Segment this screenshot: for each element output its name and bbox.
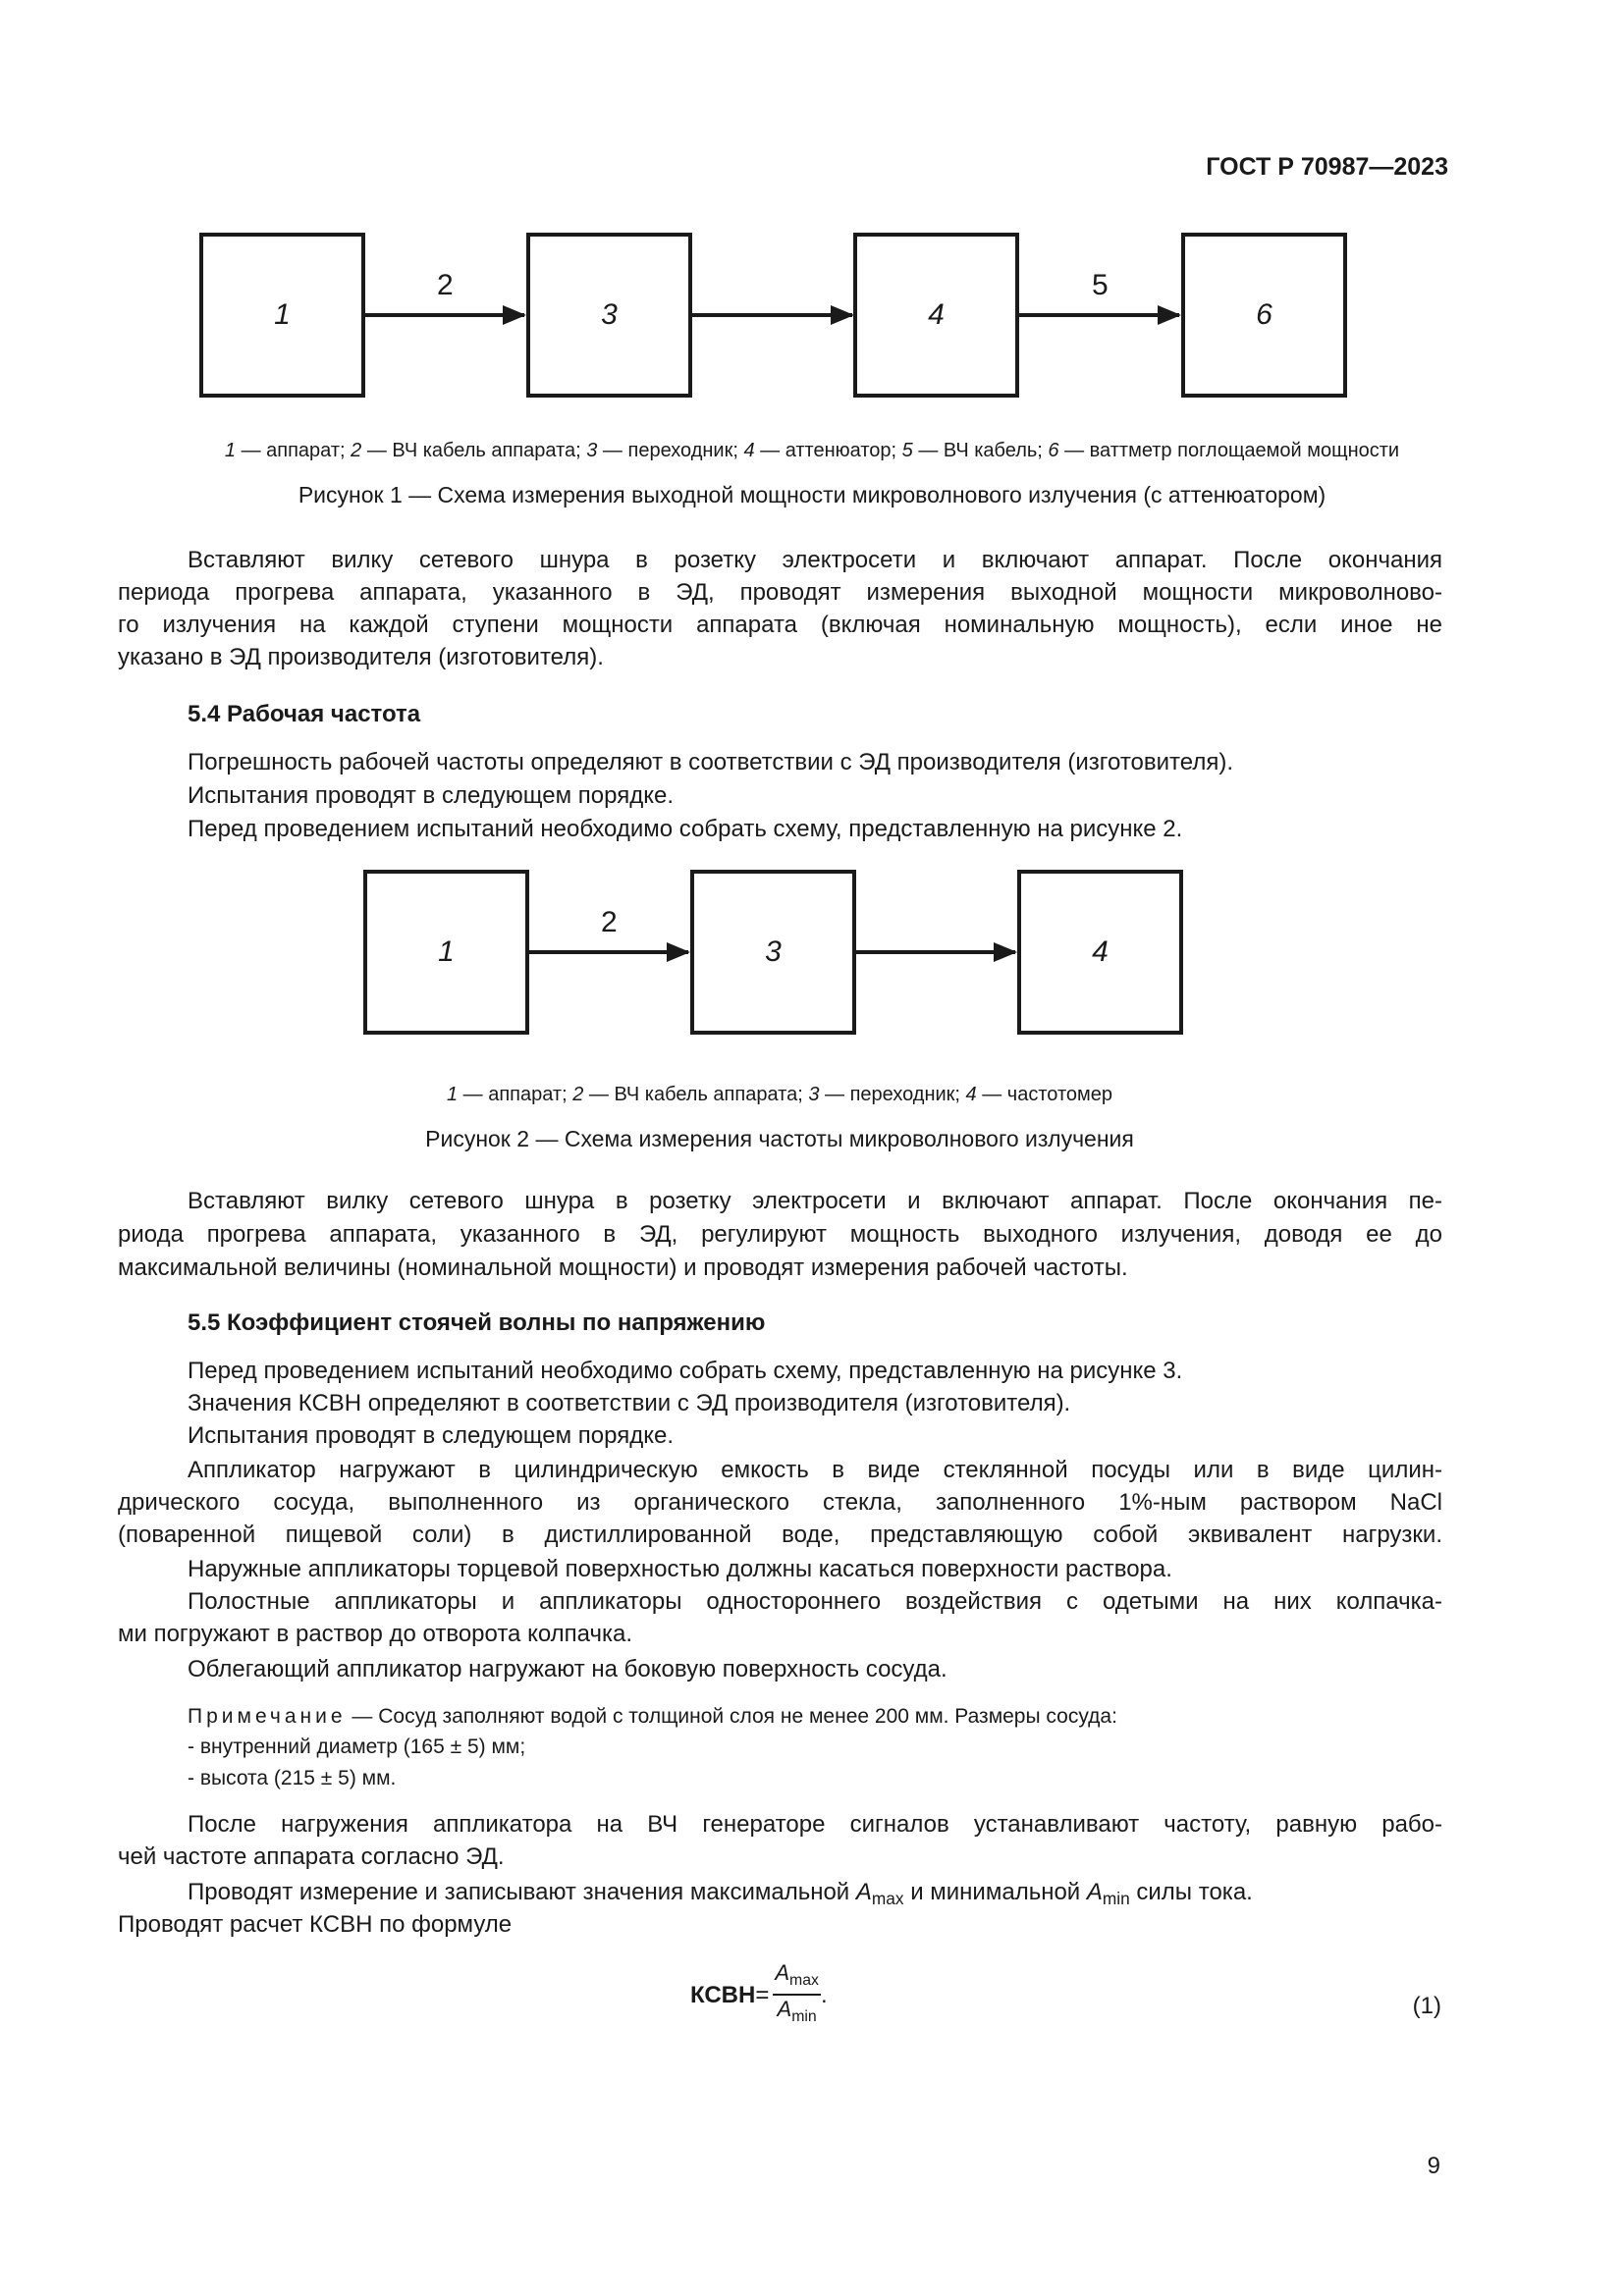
fig2-block-3 (690, 870, 856, 1035)
paragraph-line: Погрешность рабочей частоты определяют в соответствии с ЭД производителя (изготовителя). (188, 749, 1233, 775)
fig1-arrow-5 (1019, 313, 1179, 317)
note-label: Примечание (188, 1705, 347, 1728)
formula-number: (1) (1412, 1993, 1441, 2019)
paragraph-line: чей частоте аппарата согласно ЭД. (118, 1843, 505, 1870)
fig2-block-4 (1017, 870, 1183, 1035)
figure-1-legend: 1 — аппарат; 2 — ВЧ кабель аппарата; 3 — переходник; 4 — аттенюатор; 5 — ВЧ кабель; 6 — ваттметр поглощаемой мощности (224, 440, 1400, 461)
paragraph-line: ми погружают в раствор до отворота колпачка. (118, 1621, 633, 1647)
fig1-arrow-label-5: 5 (1092, 269, 1109, 301)
paragraph-line: дрического сосуда, выполненного из органического стекла, заполненного 1%-ным раствором NaCl (118, 1489, 1442, 1516)
paragraph-line: риода прогрева аппарата, указанного в ЭД, регулируют мощность выходного излучения, доводя ее до (118, 1221, 1442, 1248)
fig1-block-4 (853, 233, 1019, 398)
fraction: $\frac{A_{max}}{A_{min}}$ (775, 1960, 819, 2025)
fig1-arrow-2 (365, 313, 524, 317)
paragraph-line: Испытания проводят в следующем порядке. (188, 782, 674, 809)
fig1-block-3 (526, 233, 692, 398)
figure-2-caption: Рисунок 2 — Схема измерения частоты микроволнового излучения (425, 1126, 1134, 1151)
paragraph-line: Наружные аппликаторы торцевой поверхностью должны касаться поверхности раствора. (188, 1556, 1172, 1582)
paragraph-line: Проводят расчет КСВН по формуле (118, 1911, 513, 1938)
fig2-arrow-label-2: 2 (601, 906, 618, 938)
paragraph-line: Значения КСВН определяют в соответствии с ЭД производителя (изготовителя). (188, 1390, 1071, 1416)
fig1-arrow-3-4 (692, 313, 852, 317)
block-label: 1 (274, 298, 291, 331)
page-number: 9 (1427, 2153, 1440, 2179)
note-line (188, 1702, 1442, 1732)
paragraph-line: Проводят измерение и записывают значения максимальной $A_{max}$ и минимальной $A_{min}$ силы тока. (188, 1879, 1253, 1909)
paragraph-line: максимальной величины (номинальной мощности) и проводят измерения рабочей частоты. (118, 1255, 1128, 1281)
paragraph-line: указано в ЭД производителя (изготовителя). (118, 644, 604, 670)
paragraph-line: го излучения на каждой ступени мощности аппарата (включая номинальную мощность), если иное не (118, 612, 1442, 638)
paragraph-line: (поваренной пищевой соли) в дистиллированной воде, представляющую собой эквивалент нагрузки. (118, 1522, 1442, 1548)
fig2-arrow-3-4 (856, 950, 1015, 954)
fig2-arrow-2 (529, 950, 688, 954)
block-label: 4 (1092, 935, 1109, 968)
figure-2-legend: 1 — аппарат; 2 — ВЧ кабель аппарата; 3 — переходник; 4 — частотомер (446, 1084, 1113, 1105)
paragraph-line: Испытания проводят в следующем порядке. (188, 1422, 674, 1449)
document-id-header: ГОСТ Р 70987—2023 (1206, 153, 1448, 181)
fig1-arrow-label-2: 2 (437, 269, 454, 301)
fig1-block-6 (1181, 233, 1347, 398)
block-label: 1 (438, 935, 455, 968)
figure-1-caption: Рисунок 1 — Схема измерения выходной мощности микроволнового излучения (с аттенюатором) (298, 482, 1326, 507)
note-list-item: - внутренний диаметр (165 ± 5) мм; (188, 1735, 526, 1758)
paragraph-line: Полостные аппликаторы и аппликаторы одностороннего воздействия с одетыми на них колпачка- (188, 1588, 1442, 1615)
paragraph-line: периода прогрева аппарата, указанного в ЭД, проводят измерения выходной мощности микроволново- (118, 579, 1442, 606)
section-heading-5-4: 5.4 Рабочая частота (188, 701, 421, 727)
note-list-item: - высота (215 ± 5) мм. (188, 1767, 397, 1789)
paragraph-line: Вставляют вилку сетевого шнура в розетку электросети и включают аппарат. После окончания (188, 547, 1442, 573)
note-text: — Сосуд заполняют водой с толщиной слоя не менее 200 мм. Размеры сосуда: (346, 1705, 1117, 1728)
paragraph-line: Облегающий аппликатор нагружают на боковую поверхность сосуда. (188, 1656, 947, 1682)
section-heading-5-5: 5.5 Коэффициент стоячей волны по напряжению (188, 1309, 766, 1336)
paragraph-line: Перед проведением испытаний необходимо собрать схему, представленную на рисунке 3. (188, 1358, 1183, 1384)
block-label: 3 (601, 298, 618, 331)
formula-1: КСВН= $\frac{A_{max}}{A_{min}}$ . (690, 1960, 828, 2031)
paragraph-line: Перед проведением испытаний необходимо собрать схему, представленную на рисунке 2. (188, 816, 1183, 842)
paragraph-line: После нагружения аппликатора на ВЧ генераторе сигналов устанавливают частоту, равную рабо- (188, 1811, 1442, 1838)
block-label: 4 (928, 298, 945, 331)
paragraph-line: Вставляют вилку сетевого шнура в розетку электросети и включают аппарат. После окончания пе- (188, 1188, 1442, 1214)
paragraph-line: Аппликатор нагружают в цилиндрическую емкость в виде стеклянной посуды или в виде цилин- (188, 1457, 1442, 1483)
fig2-block-1 (363, 870, 529, 1035)
block-label: 6 (1256, 298, 1272, 331)
fig1-block-1 (199, 233, 365, 398)
block-label: 3 (765, 935, 782, 968)
